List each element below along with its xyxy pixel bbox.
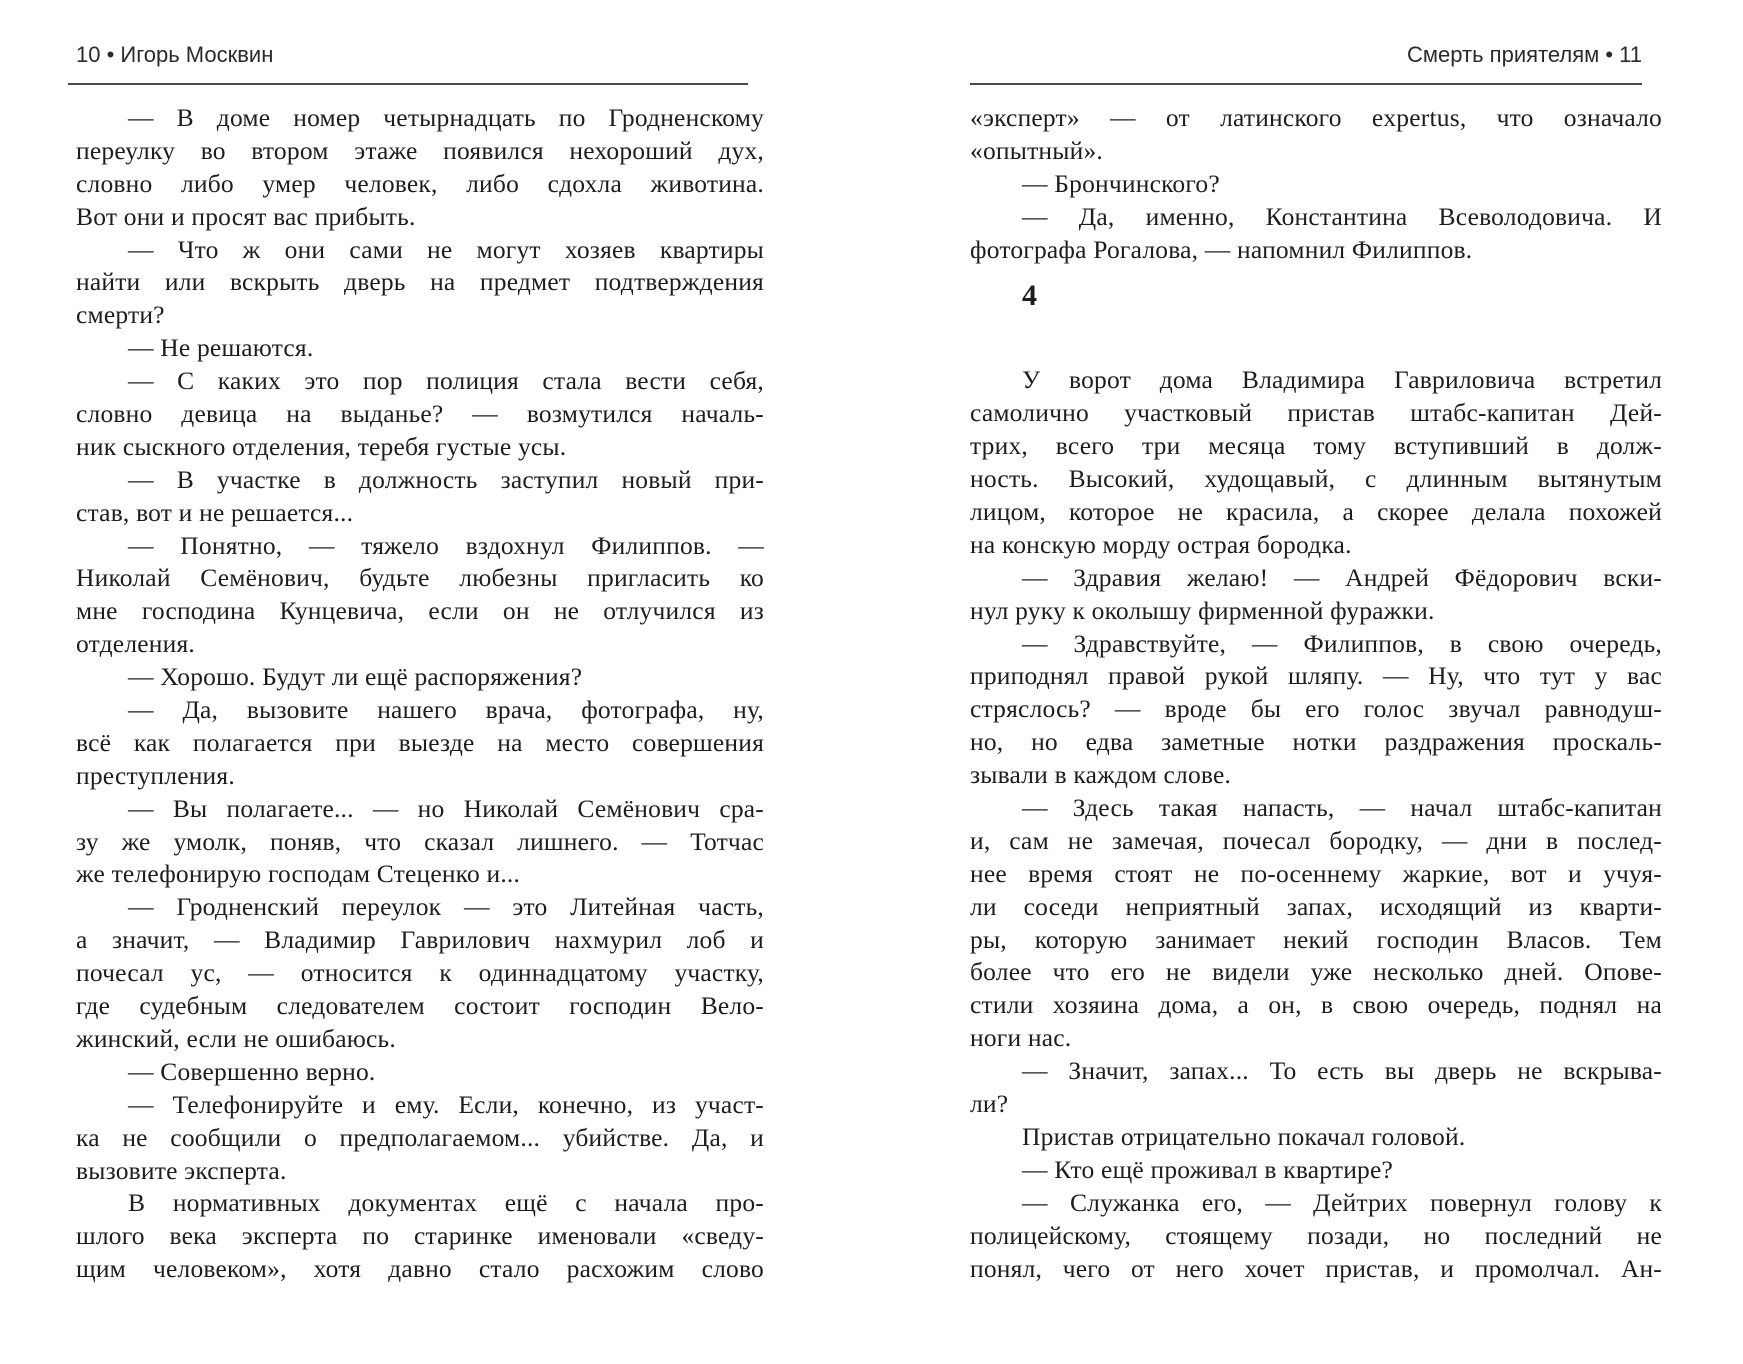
text-line: Вот они и просят вас прибыть. [76,201,416,231]
text-line: самолично участковый пристав штабс-капитан Дей- [970,398,1662,428]
text-line: отделения. [76,629,195,659]
text-line: — Брончинского? [1022,168,1220,198]
text-line: шлого века эксперта по старинке именовали «сведу- [76,1221,764,1251]
text-line: лицом, которое не красила, а скорее делала похожей [970,497,1662,527]
text-line: словно либо умер человек, либо сдохла животина. [76,168,764,198]
text-line: нее время стоят не по-осеннему жаркие, вот и учуя- [970,858,1662,888]
text-line: на конскую морду острая бородка. [970,529,1352,559]
text-line: — Здравствуйте, — Филиппов, в свою очередь, [1022,628,1662,658]
text-line: и, сам не замечая, почесал бородку, — дни в послед- [970,825,1662,855]
running-head-right: Смерть приятелям • 11 [1407,42,1642,67]
text-line: В нормативных документах ещё с начала про- [128,1188,764,1218]
text-line: зу же умолк, поняв, что сказал лишнего. — Тотчас [76,826,764,856]
header-rule-left [68,83,748,85]
text-line: смерти? [76,300,165,330]
text-line: «опытный». [970,135,1103,165]
text-line: ка не сообщили о предполагаемом... убийстве. Да, и [76,1122,764,1152]
text-line: словно девица на выданье? — возмутился началь- [76,399,764,429]
text-line: став, вот и не решается... [76,497,354,527]
text-line: ли? [970,1089,1009,1119]
text-line: понял, чего от него хочет пристав, и промолчал. Ан- [970,1253,1662,1283]
right-page-body [970,102,1662,1285]
running-head-left: 10 • Игорь Москвин [76,42,274,67]
text-line: — Здесь такая напасть, — начал штабс-капитан [1022,793,1662,823]
text-line: — Кто ещё проживал в квартире? [1022,1154,1394,1184]
text-line: вызовите эксперта. [76,1155,287,1185]
text-line: зывали в каждом слове. [970,760,1232,790]
text-line: но, но едва заметные нотки раздражения проскаль- [970,727,1662,757]
text-line: всё как полагается при выезде на место совершения [76,727,764,757]
text-line: — Да, именно, Константина Всеволодовича. И [1022,201,1662,231]
text-line: ры, которую занимает некий господин Власов. Тем [970,924,1662,954]
text-line: ли соседи неприятный запах, исходящий из кварти- [970,891,1662,921]
text-line: щим человеком», хотя давно стало расхожим слово [76,1254,764,1284]
text-line: стряслось? — вроде бы его голос звучал равнодуш- [970,694,1662,724]
text-line: «эксперт» — от латинского expertus, что означало [970,103,1662,132]
text-line: фотографа Рогалова, — напомнил Филиппов. [970,234,1473,264]
text-line: а значит, — Владимир Гаврилович нахмурил лоб и [76,925,764,955]
text-line: — В доме номер четырнадцать по Гродненскому [128,103,764,132]
text-line: переулку во втором этаже появился нехороший дух, [76,135,764,165]
text-line: нул руку к околышу фирменной фуражки. [970,595,1435,625]
text-line: жинский, если не ошибаюсь. [76,1023,396,1053]
text-line: — Телефонируйте и ему. Если, конечно, из участ- [128,1089,764,1119]
header-rule-right [970,83,1642,85]
text-line: У ворот дома Владимира Гавриловича встретил [1022,365,1662,395]
text-line: — Вы полагаете... — но Николай Семёнович сра- [128,793,764,823]
text-line: же телефонирую господам Стеценко и... [76,859,521,889]
text-line: — Служанка его, — Дейтрих повернул голову к [1022,1187,1662,1217]
text-line: почесал ус, — относится к одиннадцатому участку, [76,958,764,988]
text-line: найти или вскрыть дверь на предмет подтверждения [76,267,764,297]
text-line: — Не решаются. [128,333,314,363]
text-after-chapter [970,364,1662,1285]
chapter-number: 4 [1022,279,1038,313]
text-line: — В участке в должность заступил новый при- [128,464,764,494]
text-line: — Понятно, — тяжело вздохнул Филиппов. — [128,530,764,560]
text-line: ник сыскного отделения, теребя густые усы. [76,431,567,461]
text-line: стили хозяина дома, а он, в свою очередь, поднял на [970,990,1662,1020]
text-line: где судебным следователем состоит господин Вело- [76,991,764,1021]
text-line: преступления. [76,760,235,790]
text-line: Пристав отрицательно покачал головой. [1022,1121,1466,1151]
text-line: — Здравия желаю! — Андрей Фёдорович вски- [1022,562,1662,592]
text-line: — Что ж они сами не могут хозяев квартиры [128,234,764,264]
text-line: ноги нас. [970,1023,1072,1053]
text-line: — Значит, запах... То есть вы дверь не вскрыва- [1022,1056,1662,1086]
text-line: — Совершенно верно. [128,1056,376,1086]
left-page-body [76,102,764,1286]
text-line: мне господина Кунцевича, если он не отлучился из [76,596,764,626]
text-line: — Гродненский переулок — это Литейная часть, [128,892,764,922]
text-line: полицейскому, стоящему позади, но последний не [970,1220,1662,1250]
text-line: более что его не видели уже несколько дней. Опове- [970,957,1662,987]
text-line: приподнял правой рукой шляпу. — Ну, что тут у вас [970,661,1662,691]
text-line: — Да, вызовите нашего врача, фотографа, ну, [128,695,764,725]
text-line: Николай Семёнович, будьте любезны пригласить ко [76,563,764,593]
text-line: — Хорошо. Будут ли ещё распоряжения? [128,662,583,692]
text-before-chapter [970,102,1662,266]
text-line: ность. Высокий, худощавый, с длинным вытянутым [970,464,1662,494]
text-line: трих, всего три месяца тому вступивший в долж- [970,431,1662,461]
text-line: — С каких это пор полиция стала вести себя, [128,366,764,396]
